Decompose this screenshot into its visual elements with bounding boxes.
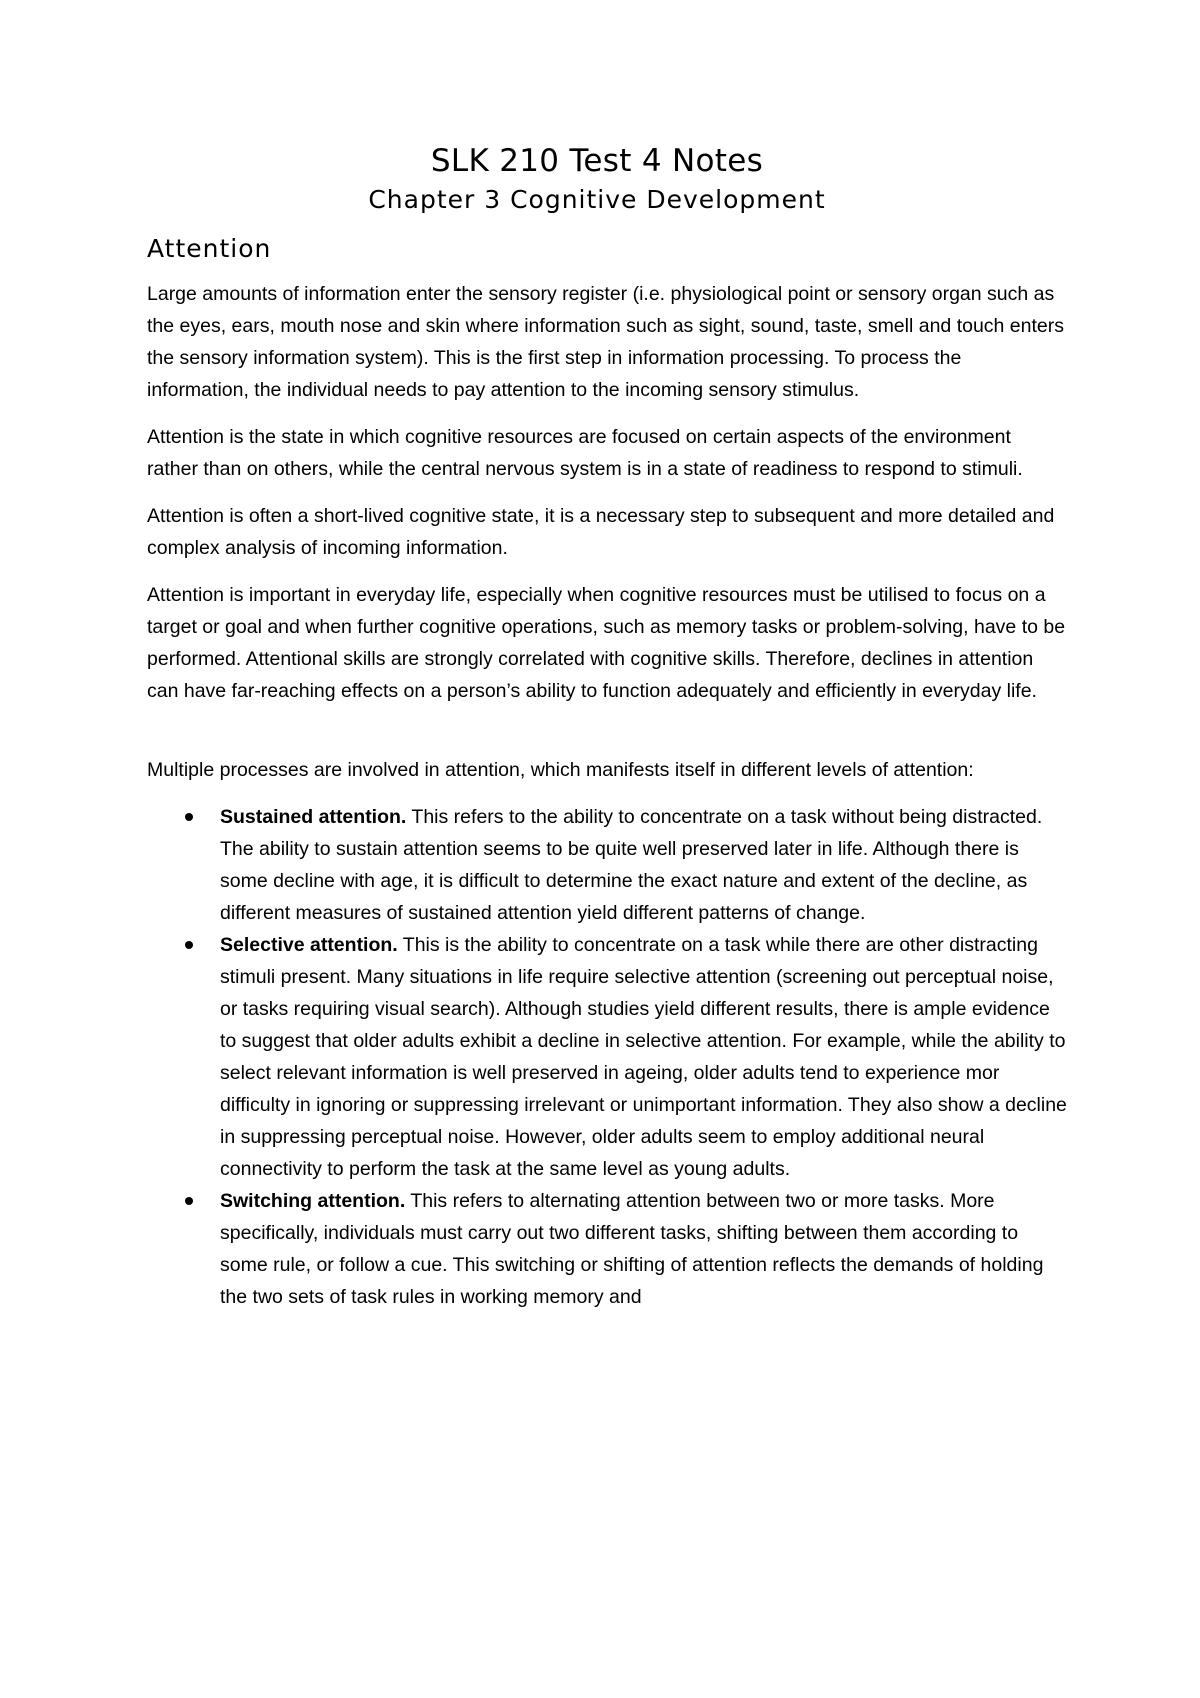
paragraph-sensory-register: Large amounts of information enter the sensory register (i.e. physiological point or sensory organ such as the eyes, ears, mouth nose and skin where information such as sight, sound, taste, smell and touch enters the sensory information system). This is the first step in information processing. To process the information, the individual needs to pay attention to the incoming sensory stimulus. xyxy=(147,283,1065,401)
list-item-selective-attention xyxy=(147,929,1067,1185)
attention-levels-list xyxy=(147,801,1067,1313)
term-label: Sustained attention. xyxy=(220,806,407,828)
list-item-sustained-attention xyxy=(147,801,1067,929)
term-label: Selective attention. xyxy=(220,934,398,956)
section-heading-attention: Attention xyxy=(147,234,272,263)
chapter-title: Chapter 3 Cognitive Development xyxy=(368,185,826,214)
blank-line xyxy=(147,722,1067,754)
paragraph-attention-definition: Attention is the state in which cognitive resources are focused on certain aspects of the environment rather than on others, while the central nervous system is in a state of readiness to respond to stimuli. xyxy=(147,426,1023,480)
document-page xyxy=(147,140,1067,1313)
list-item-switching-attention xyxy=(147,1185,1067,1313)
term-description: This is the ability to concentrate on a task while there are other distracting stimuli present. Many situations in life require selective attention (screening out perceptual noise, or tasks requiring visual search). Although studies yield different results, there is ample evidence to suggest that older adults exhibit a decline in selective attention. For example, while the ability to select relevant information is well preserved in ageing, older adults tend to experience mor difficulty in ignoring or suppressing irrelevant or unimportant information. They also show a decline in suppressing perceptual noise. However, older adults seem to employ additional neural connectivity to perform the task at the same level as young adults. xyxy=(220,934,1067,1180)
term-description: This refers to the ability to concentrate on a task without being distracted. The ability to sustain attention seems to be quite well preserved later in life. Although there is some decline with age, it is difficult to determine the exact nature and extent of the decline, as different measures of sustained attention yield different patterns of change. xyxy=(220,806,1043,924)
bullet-icon xyxy=(185,813,193,821)
document-title: SLK 210 Test 4 Notes xyxy=(430,143,764,179)
bullet-icon xyxy=(185,1197,193,1205)
paragraph-everyday-importance: Attention is important in everyday life, especially when cognitive resources must be utilised to focus on a target or goal and when further cognitive operations, such as memory tasks or problem-solving, have to be performed. Attentional skills are strongly correlated with cognitive skills. Therefore, declines in attention can have far-reaching effects on a person’s ability to function adequately and efficiently in everyday life. xyxy=(147,584,1066,702)
paragraph-short-lived-state: Attention is often a short-lived cognitive state, it is a necessary step to subsequent and more detailed and complex analysis of incoming information. xyxy=(147,505,1055,559)
paragraph-levels-intro: Multiple processes are involved in attention, which manifests itself in different levels of attention: xyxy=(147,759,974,781)
term-label: Switching attention. xyxy=(220,1190,406,1212)
term-description: This refers to alternating attention between two or more tasks. More specifically, individuals must carry out two different tasks, shifting between them according to some rule, or follow a cue. This switching or shifting of attention reflects the demands of holding the two sets of task rules in working memory and xyxy=(220,1190,1044,1308)
bullet-icon xyxy=(185,941,193,949)
